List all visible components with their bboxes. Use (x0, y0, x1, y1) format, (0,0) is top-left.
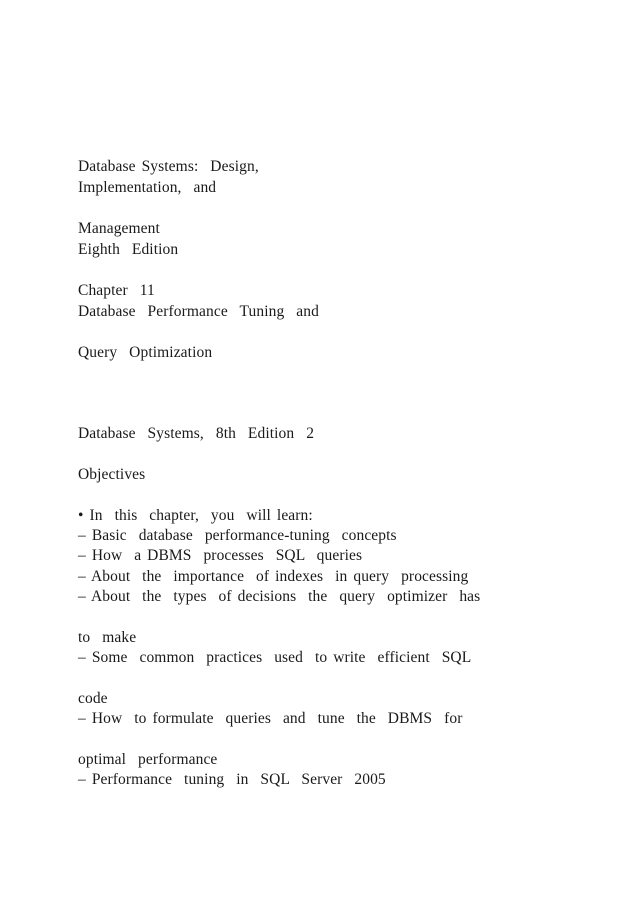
objective-line: – How a DBMS processes SQL queries (78, 547, 363, 564)
objective-line: code (78, 690, 108, 707)
slide-header: Database Systems, 8th Edition 2 (78, 425, 315, 442)
title-line-1: Database Systems: Design, (78, 158, 259, 175)
objective-line: optimal performance (78, 751, 218, 768)
chapter-number: Chapter 11 (78, 282, 155, 299)
edition-line: Eighth Edition (78, 241, 179, 258)
objectives-heading: Objectives (78, 466, 146, 483)
objective-line: to make (78, 629, 137, 646)
objective-line: – How to formulate queries and tune the DBMS for (78, 710, 463, 727)
objective-line: – Some common practices used to write efficient SQL (78, 649, 472, 666)
objective-line: – About the types of decisions the query optimizer has (78, 588, 481, 605)
objective-line: – Basic database performance-tuning concepts (78, 527, 397, 544)
chapter-title-line-2: Query Optimization (78, 344, 213, 361)
objective-line: • In this chapter, you will learn: (78, 507, 313, 524)
objective-line: – About the importance of indexes in query processing (78, 568, 469, 585)
title-line-2: Implementation, and (78, 179, 217, 196)
title-line-3: Management (78, 220, 160, 237)
chapter-title-line-1: Database Performance Tuning and (78, 303, 319, 320)
objective-line: – Performance tuning in SQL Server 2005 (78, 771, 386, 788)
